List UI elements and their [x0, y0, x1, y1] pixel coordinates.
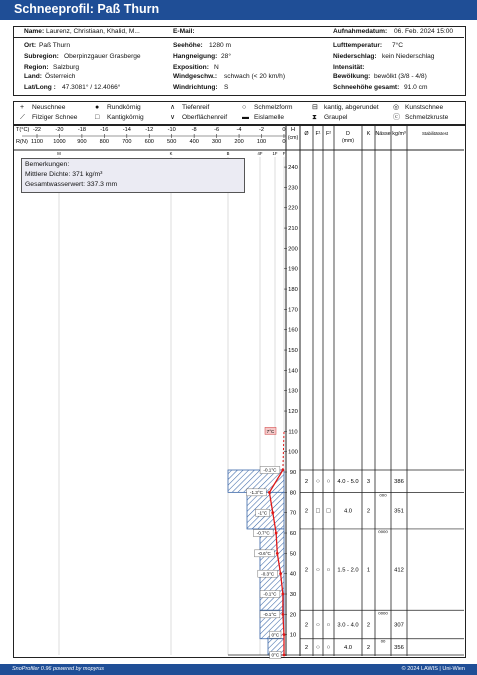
height-tick-label: 30 [289, 592, 297, 599]
temperature-point [283, 633, 286, 636]
layer-form-secondary-icon: ○ [326, 643, 331, 651]
temperature-point-label: -0.7°C [256, 530, 270, 536]
height-tick-label: 210 [288, 226, 298, 233]
layer-density: 356 [394, 644, 404, 651]
legend-label: Filziger Schnee [32, 114, 78, 121]
height-tick-label: 240 [288, 165, 298, 172]
height-tick-label: 200 [288, 246, 298, 253]
date-value: 06. Feb. 2024 15:00 [394, 28, 454, 35]
layer-form-primary-icon: ○ [316, 643, 320, 651]
legend-symbol-icon: □ [95, 114, 100, 121]
ram-axis-label: R(N) [16, 139, 28, 145]
ram-tick-label: 0 [282, 139, 286, 145]
temp-tick-label: -2 [259, 127, 264, 133]
schneehoehe-value: 91.0 cm [404, 84, 428, 91]
ram-tick-label: 700 [122, 139, 132, 145]
ram-tick-label: 1000 [53, 139, 66, 145]
email-label: E-Mail: [173, 28, 195, 35]
layer-diameter: 3.0 - 4.0 [337, 622, 359, 629]
table-header: Ø [304, 131, 309, 137]
legend-label: Kantigkörnig [107, 114, 144, 121]
lufttemp-value: 7°C [392, 42, 404, 49]
layer-grain-size: 2 [304, 567, 309, 574]
height-tick-label: 10 [289, 632, 297, 639]
latlong-label: Lat/Long : [24, 84, 56, 91]
page-title: Schneeprofil: Paß Thurn [14, 2, 160, 16]
layer-grain-size: 2 [304, 508, 309, 515]
niederschlag-label: Niederschlag: [333, 53, 377, 60]
layer-form-primary-icon: □ [316, 507, 320, 515]
region-value: Salzburg [53, 64, 80, 71]
layer-hardness-k: 2 [366, 622, 371, 629]
temperature-point [268, 491, 271, 494]
remarks-title: Bemerkungen: [25, 161, 70, 168]
legend-symbol-icon: ∧ [170, 104, 176, 111]
height-tick-label: 190 [288, 266, 298, 273]
table-header: kg/m³ [392, 131, 406, 137]
legend-symbol-icon: ⊟ [312, 104, 318, 111]
legend-label: Rundkörnig [107, 104, 141, 111]
temperature-point [283, 654, 286, 657]
footer-left: SnoProfiler 0.96 powered by mopyrus [12, 666, 105, 672]
intensitaet-label: Intensität: [333, 64, 365, 71]
ram-tick-label: 1100 [30, 139, 44, 145]
layer-hardness-k: 2 [366, 508, 371, 515]
temperature-point-label: -1.3°C [249, 489, 264, 495]
ram-tick-label: 800 [99, 139, 110, 145]
ram-tick-label: 300 [211, 139, 222, 145]
layer-form-primary-icon: ○ [316, 566, 320, 574]
layer-form-secondary-icon: ○ [326, 566, 331, 574]
height-tick-label: 130 [288, 388, 298, 395]
footer-bar [0, 664, 477, 675]
temperature-point [279, 572, 282, 575]
temp-tick-label: -8 [191, 127, 197, 133]
temperature-point-label: -0.3°C [261, 571, 275, 577]
windgeschw-value: schwach (< 20 km/h) [224, 73, 286, 80]
temperature-point-label: -0.1°C [263, 611, 277, 617]
temp-tick-label: -12 [145, 127, 154, 133]
legend-symbol-icon: ● [95, 104, 100, 111]
table-header: F¹ [315, 131, 321, 137]
legend-symbol-icon: ▬ [242, 114, 249, 121]
temperature-point-label: 0°C [271, 632, 280, 638]
footer-right: © 2024 LAWIS | Uni-Wien [401, 666, 465, 672]
layer-form-secondary-icon: ○ [326, 621, 331, 629]
ram-tick-label: 600 [144, 139, 154, 145]
temperature-point [271, 511, 274, 514]
layer-wetness-icon: ⁰⁰ [380, 640, 386, 647]
height-tick-label: 60 [289, 531, 297, 538]
remarks-density: Mittlere Dichte: 371 kg/m³ [25, 171, 103, 178]
lufttemp-label: Lufttemperatur: [333, 42, 383, 49]
air-temperature-label: 7°C [266, 428, 275, 434]
layer-grain-size: 2 [304, 644, 309, 651]
temp-tick-label: -14 [122, 127, 131, 133]
height-tick-label: 90 [289, 470, 297, 477]
legend-symbol-icon: + [20, 104, 25, 111]
hardness-tick-label: 1F [272, 151, 278, 156]
temp-axis-label: T(°C) [16, 127, 30, 133]
temp-tick-label: -16 [100, 127, 109, 133]
layer-grain-size: 2 [304, 479, 309, 486]
temperature-point-label: -0.1°C [263, 467, 277, 473]
layer-density: 386 [394, 479, 404, 486]
hangneigung-label: Hangneigung: [173, 53, 218, 60]
name-label: Name: [24, 28, 45, 35]
niederschlag-value: kein Niederschlag [382, 53, 435, 60]
height-tick-label: 70 [289, 510, 297, 517]
temperature-point-label: 0°C [271, 652, 280, 658]
region-label: Region: [24, 64, 49, 71]
layer-form-secondary-icon: ○ [326, 478, 331, 486]
seehoehe-label: Seehöhe: [173, 42, 203, 49]
table-header: F² [325, 131, 332, 137]
temperature-point [276, 552, 279, 555]
legend-label: Schmelzkruste [405, 114, 449, 121]
ram-tick-label: 200 [234, 139, 244, 145]
height-tick-label: 230 [288, 185, 298, 192]
subregion-label: Subregion: [24, 53, 59, 60]
schneehoehe-label: Schneehöhe gesamt: [333, 84, 400, 91]
temperature-point [275, 532, 278, 535]
temperature-point-label: -1°C [258, 510, 268, 516]
height-tick-label: 100 [288, 449, 298, 456]
temp-tick-label: -10 [167, 127, 176, 133]
height-tick-label: 140 [288, 368, 298, 375]
layer-wetness-icon: ⁰⁰⁰⁰ [378, 530, 388, 537]
legend-label: Schmelzform [254, 104, 293, 111]
table-header: Nässe [375, 131, 391, 137]
latlong-value: 47.3081° / 12.4066° [62, 84, 121, 91]
ram-tick-label: 400 [189, 139, 199, 145]
layer-hardness-k: 1 [366, 567, 371, 574]
temperature-point [281, 469, 284, 472]
height-tick-label: 220 [288, 205, 298, 212]
legend-symbol-icon: ⓒ [393, 114, 400, 121]
layer-hardness-k: 3 [366, 479, 371, 486]
height-header-unit: (cm) [287, 135, 299, 141]
legend-label: Kunstschnee [405, 104, 444, 111]
temperature-point [281, 593, 284, 596]
exposition-value: N [214, 64, 219, 71]
table-header-unit: (mm) [341, 138, 355, 144]
height-tick-label: 150 [288, 348, 298, 355]
height-tick-label: 50 [289, 551, 297, 558]
temperature-point-label: -0.1°C [263, 591, 277, 597]
layer-wetness-icon: ⁰⁰⁰ [379, 494, 387, 501]
layer-density: 351 [394, 508, 404, 515]
layer-grain-size: 2 [304, 622, 309, 629]
name-value: Laurenz, Christiaan, Khalid, M... [46, 28, 140, 35]
layer-hardness-k: 2 [366, 644, 371, 651]
ort-value: Paß Thurn [39, 42, 71, 49]
ort-label: Ort: [24, 42, 37, 49]
land-value: Österreich [45, 73, 76, 80]
bewoelkung-value: bewölkt (3/8 - 4/8) [374, 73, 427, 80]
height-tick-label: 20 [289, 612, 297, 619]
legend-label: Neuschnee [32, 104, 66, 111]
bewoelkung-label: Bewölkung: [333, 73, 371, 80]
date-label: Aufnahmedatum: [333, 28, 388, 35]
layer-diameter: 4.0 [343, 644, 353, 651]
legend-label: Graupel [324, 114, 348, 121]
hangneigung-value: 28° [221, 53, 231, 60]
legend-symbol-icon: ⟋ [20, 114, 25, 121]
temperature-point-label: -0.6°C [257, 550, 271, 556]
legend-symbol-icon: ○ [242, 104, 247, 111]
hardness-tick-label: M [57, 151, 61, 156]
seehoehe-value: 1280 m [209, 42, 231, 49]
height-tick-label: 160 [288, 327, 298, 334]
layer-diameter: 4.0 - 5.0 [337, 479, 359, 486]
legend-label: kantig, abgerundet [324, 104, 379, 111]
hardness-tick-label: 4F [257, 151, 263, 156]
windgeschw-label: Windgeschw.: [173, 73, 218, 80]
legend-label: Eislamelle [254, 114, 285, 121]
table-header: K [366, 131, 371, 137]
windrichtung-label: Windrichtung: [173, 84, 218, 91]
legend-label: Oberflächenreif [182, 114, 228, 121]
temp-tick-label: -6 [214, 127, 220, 133]
height-tick-label: 40 [289, 571, 297, 578]
legend-symbol-icon: ∨ [170, 114, 176, 121]
height-tick-label: 120 [288, 409, 298, 416]
legend-label: Tiefenreif [182, 104, 210, 111]
temp-tick-label: 0 [282, 127, 286, 133]
temperature-point [281, 613, 284, 616]
height-tick-label: 170 [288, 307, 298, 314]
temp-tick-label: -22 [32, 127, 42, 133]
legend-symbol-icon: ⧗ [312, 114, 317, 121]
remarks-water: Gesamtwasserwert: 337.3 mm [25, 181, 118, 188]
layer-density: 307 [394, 622, 404, 629]
hardness-tick-label: K [169, 151, 173, 156]
legend-symbol-icon: ◎ [393, 104, 400, 111]
layer-density: 412 [394, 567, 404, 574]
height-header: H [290, 127, 296, 133]
height-tick-label: 110 [288, 429, 298, 436]
height-tick-label: 180 [288, 287, 298, 294]
table-header: Stabilitätstest [421, 131, 449, 136]
temp-tick-label: -20 [55, 127, 64, 133]
table-header: D [346, 131, 350, 137]
layer-diameter: 4.0 [343, 508, 353, 515]
layer-wetness-icon: ⁰⁰⁰⁰ [378, 612, 388, 619]
layer-diameter: 1.5 - 2.0 [337, 567, 359, 574]
layer-form-primary-icon: ○ [316, 621, 320, 629]
hardness-tick-label: B [226, 151, 230, 156]
ram-tick-label: 100 [256, 139, 267, 145]
temp-tick-label: -18 [77, 127, 86, 133]
temp-tick-label: -4 [236, 127, 242, 133]
layer-form-primary-icon: ○ [316, 478, 320, 486]
subregion-value: Oberpinzgauer Grasberge [64, 53, 141, 60]
layer-form-secondary-icon: □ [326, 507, 331, 515]
exposition-label: Exposition: [173, 64, 209, 71]
ram-tick-label: 500 [167, 139, 177, 145]
windrichtung-value: S [224, 84, 229, 91]
height-tick-label: 80 [289, 490, 297, 497]
hardness-tick-label: F [282, 151, 286, 156]
land-label: Land: [24, 73, 42, 80]
ram-tick-label: 900 [77, 139, 87, 145]
